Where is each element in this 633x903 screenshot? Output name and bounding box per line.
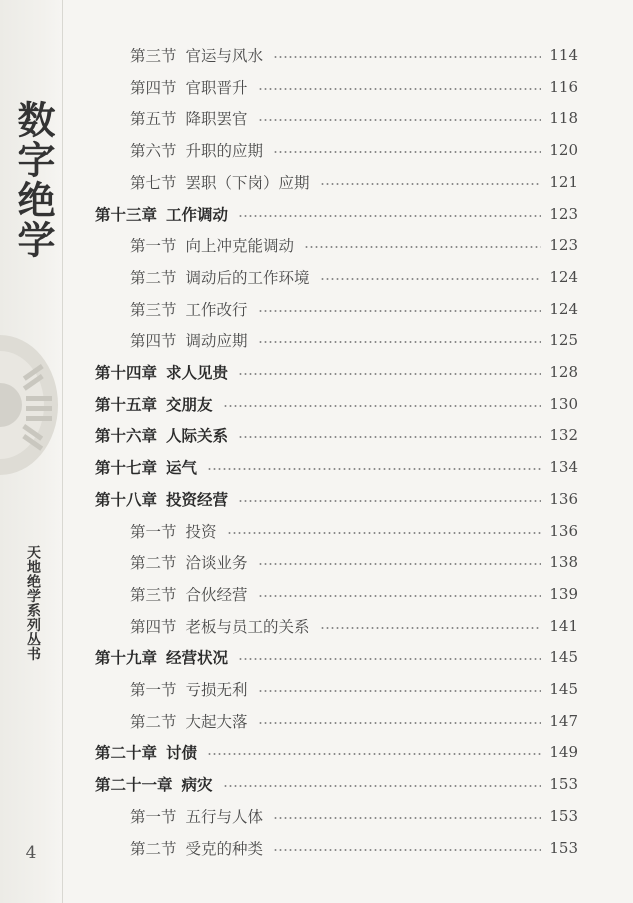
toc-entry-number: 第二节 xyxy=(130,840,177,858)
toc-page-number: 124 xyxy=(549,300,578,318)
dot-leader xyxy=(207,753,541,755)
toc-chapter-entry xyxy=(95,203,578,225)
toc-section-entry xyxy=(130,107,578,129)
toc-entry-label xyxy=(130,171,310,193)
toc-entry-title: 亏损无利 xyxy=(185,681,248,699)
toc-entry-title: 向上冲克能调动 xyxy=(185,237,295,255)
toc-entry-number: 第四节 xyxy=(130,79,177,97)
toc-entry-number: 第十六章 xyxy=(95,426,158,445)
toc-entry-title: 升职的应期 xyxy=(185,142,264,160)
toc-page-number: 145 xyxy=(549,680,578,698)
dot-leader xyxy=(223,785,542,787)
toc-section-entry xyxy=(130,266,578,288)
toc-chapter-entry xyxy=(95,424,578,446)
toc-chapter-entry xyxy=(95,741,578,763)
toc-section-entry xyxy=(130,76,578,98)
toc-page-number: 130 xyxy=(549,395,578,413)
dot-leader xyxy=(223,405,542,407)
dot-leader xyxy=(258,722,542,724)
dot-leader xyxy=(273,56,541,58)
toc-entry-number: 第十四章 xyxy=(95,363,158,382)
toc-page-number: 153 xyxy=(549,839,578,857)
toc-section-entry xyxy=(130,805,578,827)
toc-page-number: 134 xyxy=(549,458,578,476)
toc-section-entry xyxy=(130,615,578,637)
dot-leader xyxy=(273,151,541,153)
toc-entry-label xyxy=(130,44,263,66)
toc-section-entry xyxy=(130,329,578,351)
toc-entry-number: 第一节 xyxy=(130,808,177,826)
toc-page-number: 138 xyxy=(549,553,578,571)
toc-chapter-entry xyxy=(95,646,578,668)
toc-entry-title: 经营状况 xyxy=(166,648,229,667)
toc-entry-label xyxy=(130,298,248,320)
toc-entry-label xyxy=(95,456,197,478)
toc-entry-number: 第三节 xyxy=(130,301,177,319)
toc-entry-number: 第二节 xyxy=(130,269,177,287)
toc-entry-title: 投资经营 xyxy=(166,490,229,509)
dot-leader xyxy=(258,595,542,597)
toc-page-number: 123 xyxy=(549,205,578,223)
toc-entry-label xyxy=(95,361,228,383)
toc-entry-title: 工作调动 xyxy=(166,205,229,224)
toc-entry-title: 大起大落 xyxy=(185,713,248,731)
toc-entry-title: 交朋友 xyxy=(166,395,213,414)
toc-section-entry xyxy=(130,837,578,859)
dot-leader xyxy=(258,310,542,312)
toc-page-number: 139 xyxy=(549,585,578,603)
toc-entry-number: 第一节 xyxy=(130,237,177,255)
toc-section-entry xyxy=(130,298,578,320)
dot-leader xyxy=(304,246,541,248)
toc-section-entry xyxy=(130,520,578,542)
dot-leader xyxy=(320,627,542,629)
toc-section-entry xyxy=(130,583,578,605)
toc-entry-label xyxy=(130,234,294,256)
toc-entry-label xyxy=(95,741,197,763)
toc-page-number: 141 xyxy=(549,617,578,635)
dot-leader xyxy=(258,690,542,692)
toc-entry-title: 求人见贵 xyxy=(166,363,229,382)
toc-entry-label xyxy=(95,203,228,225)
toc-section-entry xyxy=(130,551,578,573)
toc-entry-number: 第二十一章 xyxy=(95,775,173,794)
toc-section-entry xyxy=(130,171,578,193)
dot-leader xyxy=(258,119,542,121)
toc-entry-number: 第四节 xyxy=(130,618,177,636)
toc-entry-title: 病灾 xyxy=(181,775,213,794)
toc-chapter-entry xyxy=(95,488,578,510)
toc-entry-label xyxy=(130,76,248,98)
toc-entry-title: 老板与员工的关系 xyxy=(185,618,310,636)
toc-entry-number: 第七节 xyxy=(130,174,177,192)
toc-entry-label xyxy=(95,393,213,415)
toc-entry-number: 第十七章 xyxy=(95,458,158,477)
toc-entry-number: 第四节 xyxy=(130,332,177,350)
toc-entry-title: 官职晋升 xyxy=(185,79,248,97)
toc-page-number: 123 xyxy=(549,236,578,254)
toc-page-number: 149 xyxy=(549,743,578,761)
toc-page-number: 118 xyxy=(549,109,578,127)
toc-entry-number: 第一节 xyxy=(130,523,177,541)
dot-leader xyxy=(238,658,541,660)
dot-leader xyxy=(273,849,541,851)
toc-entry-label xyxy=(130,266,310,288)
toc-entry-label xyxy=(95,646,228,668)
toc-entry-label xyxy=(130,139,263,161)
dot-leader xyxy=(258,563,542,565)
book-title: 数字绝学 xyxy=(11,100,56,260)
toc-page-number: 116 xyxy=(549,78,578,96)
toc-page-number: 124 xyxy=(549,268,578,286)
toc-entry-number: 第二节 xyxy=(130,713,177,731)
toc-entry-number: 第十八章 xyxy=(95,490,158,509)
toc-entry-number: 第十五章 xyxy=(95,395,158,414)
page-number: 4 xyxy=(25,843,37,863)
toc-page-number: 153 xyxy=(549,807,578,825)
toc-page-number: 125 xyxy=(549,331,578,349)
toc-page-number: 145 xyxy=(549,648,578,666)
toc-entry-label xyxy=(95,424,228,446)
toc-entry-number: 第二十章 xyxy=(95,743,158,762)
toc-entry-label xyxy=(130,107,248,129)
toc-entry-number: 第三节 xyxy=(130,586,177,604)
toc-entry-title: 洽谈业务 xyxy=(185,554,248,572)
toc-entry-label xyxy=(130,837,263,859)
toc-page-number: 120 xyxy=(549,141,578,159)
toc-entry-title: 受克的种类 xyxy=(185,840,264,858)
toc-entry-title: 罢职（下岗）应期 xyxy=(185,174,310,192)
toc-section-entry xyxy=(130,710,578,732)
toc-section-entry xyxy=(130,139,578,161)
toc-entry-label xyxy=(130,551,248,573)
toc-entry-number: 第六节 xyxy=(130,142,177,160)
toc-section-entry xyxy=(130,678,578,700)
toc-entry-label xyxy=(130,805,263,827)
dot-leader xyxy=(238,500,541,502)
toc-entry-title: 投资 xyxy=(185,523,217,541)
toc-entry-number: 第十三章 xyxy=(95,205,158,224)
toc-entry-title: 人际关系 xyxy=(166,426,229,445)
toc-entry-title: 工作改行 xyxy=(185,301,248,319)
toc-page-number: 147 xyxy=(549,712,578,730)
toc-entry-number: 第二节 xyxy=(130,554,177,572)
toc-entry-label xyxy=(130,329,248,351)
toc-page-number: 136 xyxy=(549,490,578,508)
toc-entry-title: 讨债 xyxy=(166,743,198,762)
dot-leader xyxy=(258,341,542,343)
toc-entry-number: 第一节 xyxy=(130,681,177,699)
toc-page-number: 136 xyxy=(549,522,578,540)
toc-page-number: 114 xyxy=(549,46,578,64)
toc-entry-label xyxy=(130,678,248,700)
toc-entry-label xyxy=(130,520,217,542)
toc-entry-label xyxy=(130,583,248,605)
toc-entry-title: 调动应期 xyxy=(185,332,248,350)
dot-leader xyxy=(273,817,541,819)
series-title: 天地绝学系列丛书 xyxy=(25,545,41,661)
dot-leader xyxy=(238,215,541,217)
toc-entry-label xyxy=(130,710,248,732)
toc-entry-number: 第三节 xyxy=(130,47,177,65)
toc-chapter-entry xyxy=(95,361,578,383)
toc-entry-label xyxy=(130,615,310,637)
dot-leader xyxy=(207,468,541,470)
toc-entry-title: 合伙经营 xyxy=(185,586,248,604)
toc-page-number: 153 xyxy=(549,775,578,793)
toc-entry-title: 运气 xyxy=(166,458,198,477)
dot-leader xyxy=(258,88,542,90)
toc-entry-label xyxy=(95,773,213,795)
toc-chapter-entry xyxy=(95,456,578,478)
toc-entry-number: 第五节 xyxy=(130,110,177,128)
toc-entry-title: 调动后的工作环境 xyxy=(185,269,310,287)
toc-page-number: 121 xyxy=(549,173,578,191)
toc-section-entry xyxy=(130,234,578,256)
toc-page-number: 132 xyxy=(549,426,578,444)
toc-chapter-entry xyxy=(95,393,578,415)
toc-page-number: 128 xyxy=(549,363,578,381)
dot-leader xyxy=(227,532,542,534)
dot-leader xyxy=(320,278,542,280)
dot-leader xyxy=(238,373,541,375)
toc-entry-title: 官运与风水 xyxy=(185,47,264,65)
dot-leader xyxy=(320,183,542,185)
toc-section-entry xyxy=(130,44,578,66)
dot-leader xyxy=(238,436,541,438)
toc-entry-title: 降职罢官 xyxy=(185,110,248,128)
toc-entry-number: 第十九章 xyxy=(95,648,158,667)
toc-chapter-entry xyxy=(95,773,578,795)
toc-entry-label xyxy=(95,488,228,510)
toc-entry-title: 五行与人体 xyxy=(185,808,264,826)
